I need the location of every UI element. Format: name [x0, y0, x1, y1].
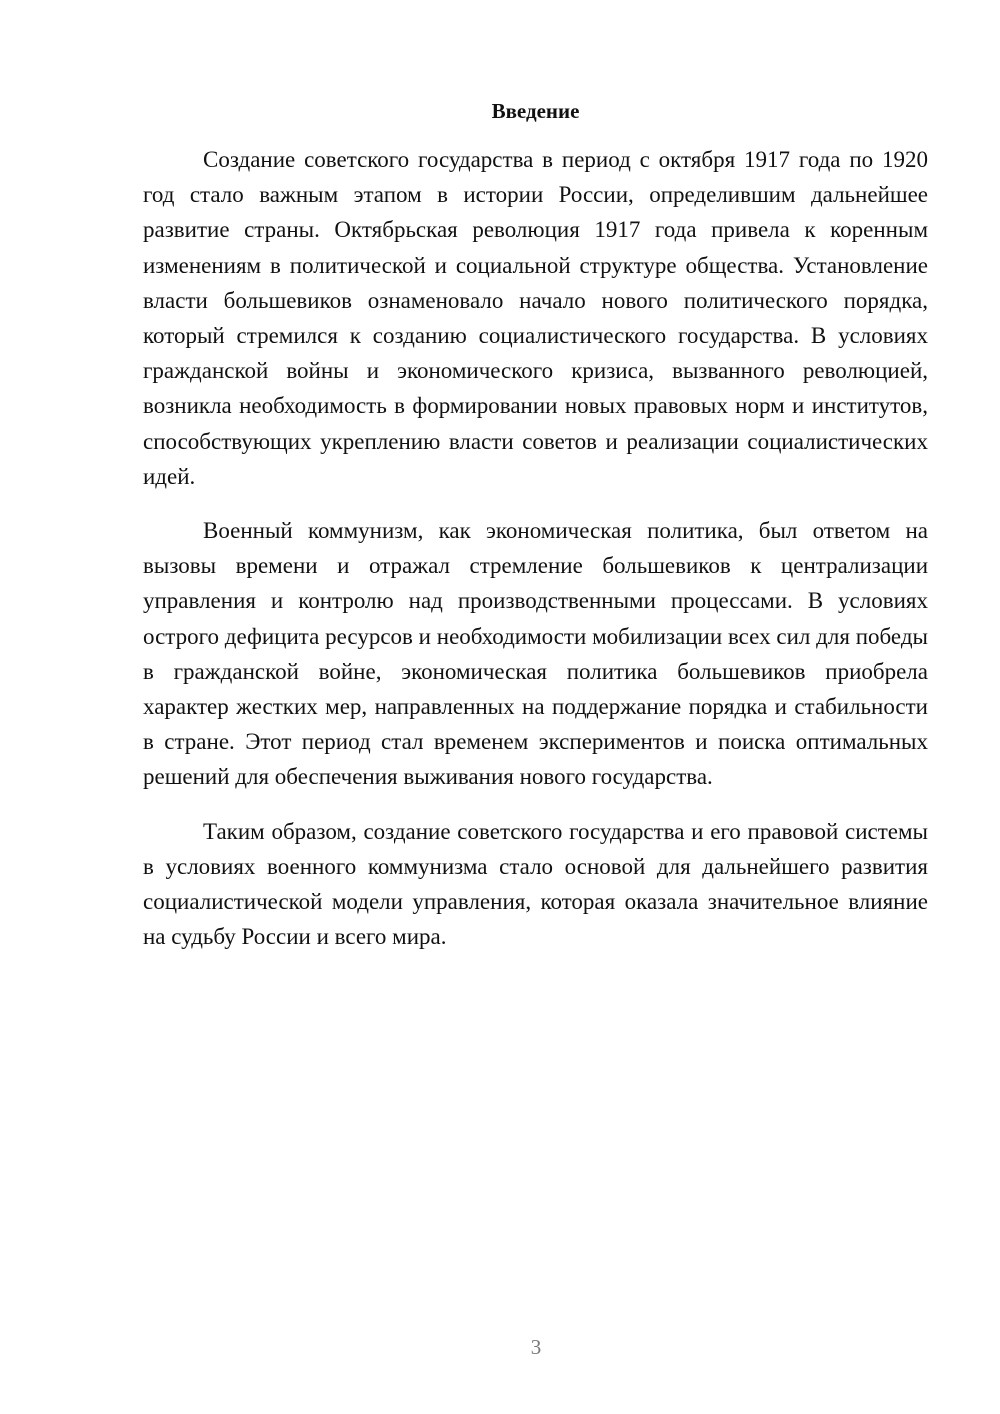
paragraph-3: Таким образом, создание советского государства и его правовой системы в условиях военного коммунизма стало основой для дальнейшего развития социалистической модели управления, которая оказала значительное влияние на судьбу России и всего мира. — [143, 818, 928, 950]
document-body — [143, 142, 928, 954]
page-number: 3 — [530, 1335, 542, 1359]
section-heading: Введение — [491, 99, 580, 123]
paragraph-2: Военный коммунизм, как экономическая политика, был ответом на вызовы времени и отражал стремление большевиков к централизации управления и контролю над производственными процессами. В условиях острого дефицита ресурсов и необходимости мобилизации всех сил для победы в гражданской войне, экономическая политика большевиков приобрела характер жестких мер, направленных на поддержание порядка и стабильности в стране. Этот период стал временем экспериментов и поиска оптимальных решений для обеспечения выживания нового государства. — [143, 518, 928, 790]
paragraph-1: Создание советского государства в период с октября 1917 года по 1920 год стало важным этапом в истории России, определившим дальнейшее развитие страны. Октябрьская революция 1917 года привела к коренным изменениям в политической и социальной структуре общества. Установление власти большевиков ознаменовало начало нового политического порядка, который стремился к созданию социалистического государства. В условиях гражданской войны и экономического кризиса, вызванного революцией, возникла необходимость в формировании новых правовых норм и институтов, способствующих укреплению власти советов и реализации социалистических идей. — [143, 147, 928, 489]
